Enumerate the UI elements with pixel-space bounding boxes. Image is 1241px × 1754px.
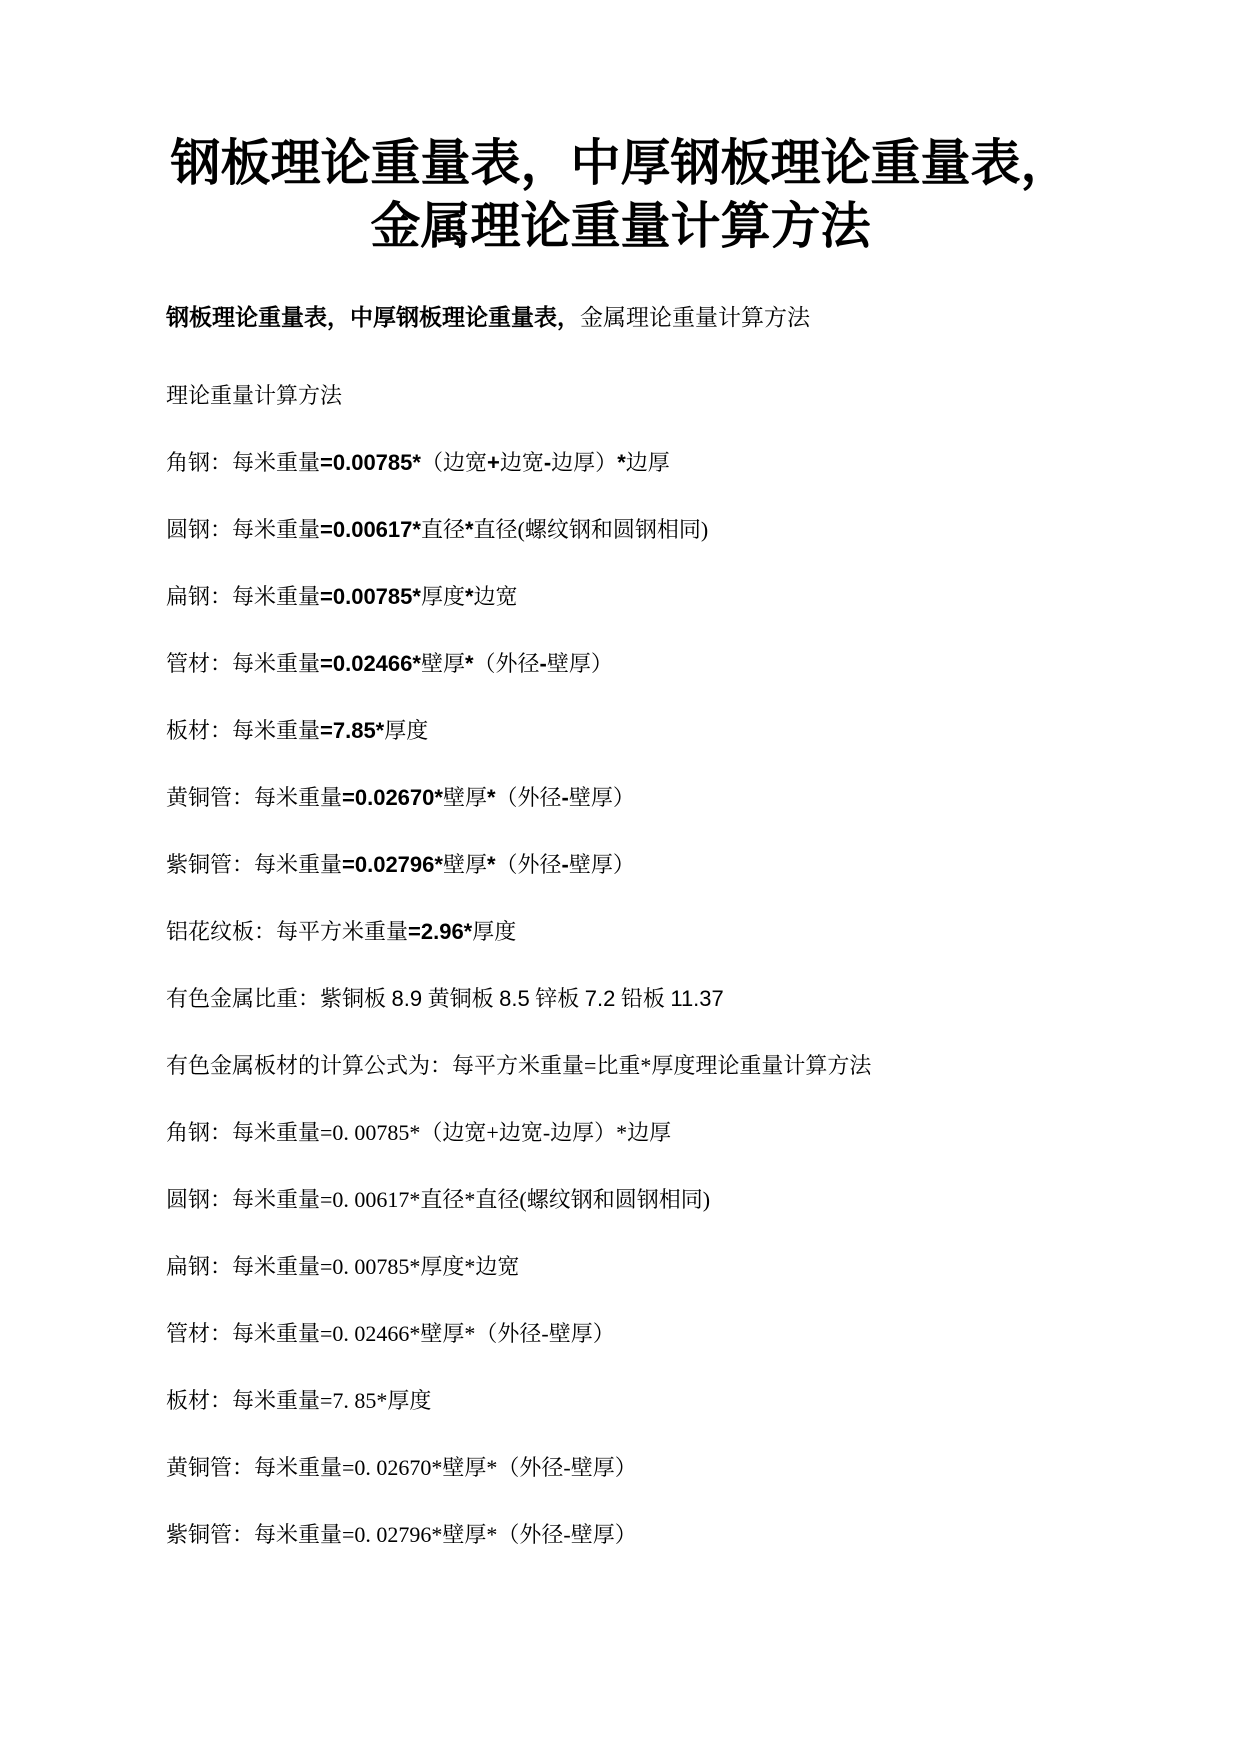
text-segment: =7.85* (320, 718, 385, 743)
text-segment: 管材：每米重量=0. 02466*壁厚*（外径-壁厚） (166, 1321, 615, 1346)
paragraph (166, 1453, 1075, 1483)
text-segment: 壁厚 (442, 785, 487, 810)
text-segment: =0.02796* (342, 852, 443, 877)
text-segment: * (486, 852, 496, 877)
text-segment: 厚度 (472, 919, 517, 944)
paragraph (166, 649, 1075, 679)
text-segment: 直径(螺纹钢和圆钢相同) (473, 517, 709, 542)
paragraph (166, 1051, 1075, 1081)
text-segment: 有色金属板材的计算公式为：每平方米重量=比重*厚度理论重量计算方法 (166, 1053, 872, 1078)
paragraph (166, 984, 1075, 1014)
subtitle (166, 303, 1075, 333)
text-segment: - (561, 785, 569, 810)
title-line-2: 金属理论重量计算方法 (370, 198, 871, 254)
paragraph (166, 783, 1075, 813)
text-segment: 边厚 (625, 450, 670, 475)
text-segment: 角钢：每米重量=0. 00785*（边宽+边宽-边厚）*边厚 (166, 1120, 672, 1145)
text-segment: - (543, 450, 552, 475)
text-segment: 紫铜管：每米重量 (166, 852, 343, 877)
text-segment: - (561, 852, 569, 877)
paragraph (166, 515, 1075, 545)
text-segment: 紫铜管：每米重量=0. 02796*壁厚*（外径-壁厚） (166, 1522, 637, 1547)
text-segment: 黄铜板 (422, 986, 500, 1011)
text-segment: 7.2 (584, 986, 616, 1011)
text-segment: * (617, 450, 626, 475)
text-segment: =0.00785* (320, 450, 421, 475)
document-content (0, 132, 1241, 1550)
text-segment: 角钢：每米重量 (166, 450, 321, 475)
text-segment: 圆钢：每米重量=0. 00617*直径*直径(螺纹钢和圆钢相同) (166, 1187, 711, 1212)
subtitle-regular-text: 金属理论重量计算方法 (580, 305, 810, 330)
text-segment: 圆钢：每米重量 (166, 517, 321, 542)
text-segment: 壁厚） (568, 852, 635, 877)
text-segment: （外径 (473, 651, 540, 676)
text-segment: 壁厚） (568, 785, 635, 810)
text-segment: 壁厚） (546, 651, 613, 676)
text-segment: * (464, 517, 474, 542)
text-segment: 铝花纹板：每平方米重量 (166, 919, 409, 944)
text-segment: =0.02670* (342, 785, 443, 810)
paragraph (166, 1118, 1075, 1148)
title-line-1: 钢板理论重量表，中厚钢板理论重量表， (170, 135, 1071, 191)
text-segment: 边宽 (473, 584, 518, 609)
text-segment: （外径 (495, 785, 562, 810)
text-segment: 边厚） (551, 450, 618, 475)
paragraph (166, 1319, 1075, 1349)
paragraph (166, 1520, 1075, 1550)
text-segment: 黄铜管：每米重量=0. 02670*壁厚*（外径-壁厚） (166, 1455, 637, 1480)
text-segment: 理论重量计算方法 (166, 383, 343, 408)
text-segment: 8.5 (499, 986, 530, 1011)
text-segment: 板材：每米重量 (166, 718, 321, 743)
text-segment: * (464, 651, 474, 676)
text-segment: 板材：每米重量=7. 85*厚度 (166, 1388, 432, 1413)
text-segment: 锌板 (529, 986, 585, 1011)
text-segment: 管材：每米重量 (166, 651, 321, 676)
text-segment: 黄铜管：每米重量 (166, 785, 343, 810)
text-segment: =0.00617* (320, 517, 421, 542)
text-segment: 11.37 (670, 986, 724, 1011)
text-segment: 铅板 (615, 986, 671, 1011)
text-segment: - (539, 651, 547, 676)
text-segment: 壁厚 (442, 852, 487, 877)
document-title (166, 132, 1075, 258)
text-segment: =2.96* (408, 919, 473, 944)
text-segment: =0.00785* (320, 584, 421, 609)
paragraph (166, 1185, 1075, 1215)
text-segment: 有色金属比重：紫铜板 (166, 986, 392, 1011)
text-segment: * (486, 785, 496, 810)
document-body (166, 381, 1075, 1550)
text-segment: 扁钢：每米重量=0. 00785*厚度*边宽 (166, 1254, 520, 1279)
text-segment: 厚度 (384, 718, 429, 743)
paragraph (166, 1252, 1075, 1282)
subtitle-bold-text: 钢板理论重量表，中厚钢板理论重量表， (166, 305, 580, 330)
text-segment: + (486, 450, 500, 475)
text-segment: （外径 (495, 852, 562, 877)
paragraph (166, 381, 1075, 411)
paragraph (166, 448, 1075, 478)
text-segment: 壁厚 (420, 651, 465, 676)
text-segment: * (464, 584, 474, 609)
text-segment: 边宽 (499, 450, 544, 475)
text-segment: （边宽 (420, 450, 487, 475)
text-segment: =0.02466* (320, 651, 421, 676)
paragraph (166, 582, 1075, 612)
text-segment: 直径 (420, 517, 465, 542)
paragraph (166, 850, 1075, 880)
text-segment: 厚度 (420, 584, 465, 609)
text-segment: 扁钢：每米重量 (166, 584, 321, 609)
paragraph (166, 1386, 1075, 1416)
text-segment: 8.9 (391, 986, 423, 1011)
paragraph (166, 917, 1075, 947)
paragraph (166, 716, 1075, 746)
